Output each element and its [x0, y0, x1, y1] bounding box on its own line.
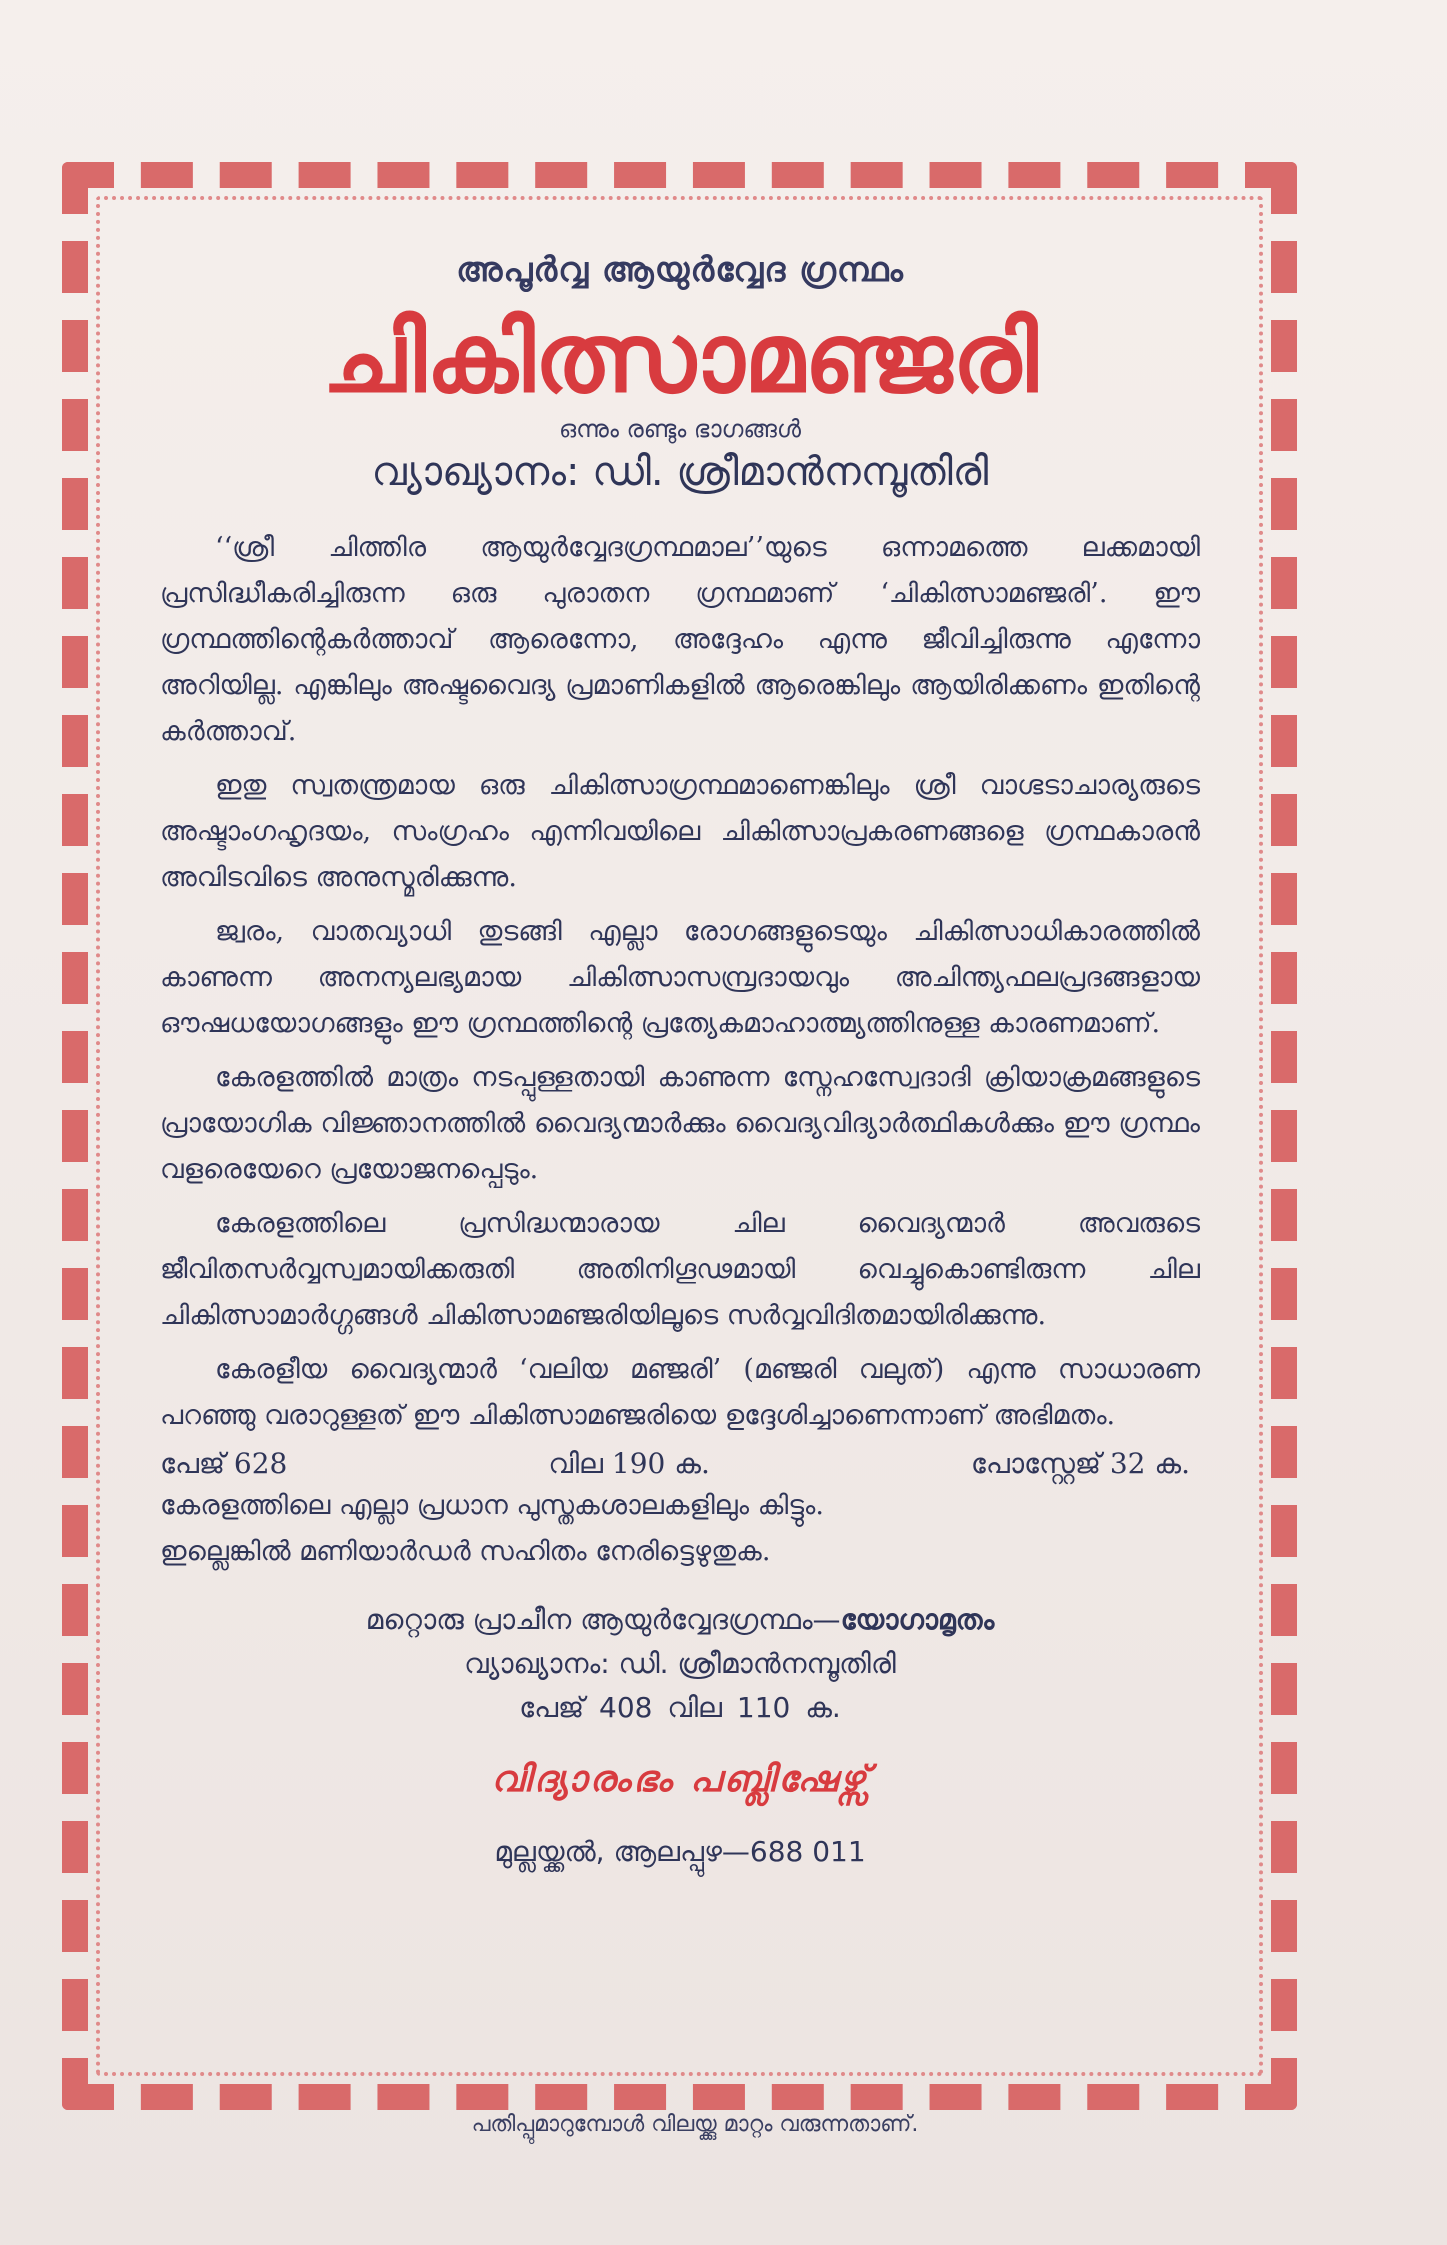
book-price: വില 190 ക. — [548, 1446, 710, 1480]
description-paragraph: കേരളീയ വൈദ്യന്മാർ ‘വലിയ മഞ്ജരി’ (മഞ്ജരി വലുത്) എന്നു സാധാരണ പറഞ്ഞു വരാറുള്ളത് ഈ ചികിത്സാമഞ്ജരിയെ ഉദ്ദേശിച്ചാണെന്നാണ് അഭിമതം. — [160, 1353, 1200, 1431]
page-count: പേജ് 628 — [160, 1446, 288, 1480]
other-book-commentary: വ്യാഖ്യാനം: ഡി. ശ്രീമാൻനമ്പൂതിരി — [464, 1646, 896, 1680]
publisher-address: മുല്ലയ്ക്കൽ, ആലപ്പുഴ—688 011 — [494, 1834, 866, 1868]
description-paragraph: ജ്വരം, വാതവ്യാധി തുടങ്ങി എല്ലാ രോഗങ്ങളുടെയും ചികിത്സാധികാരത്തിൽ കാണുന്ന അനന്യലഭ്യമായ ചികിത്സാസമ്പ്രദായവും അചിന്ത്യഫലപ്രദങ്ങളായ ഔഷധയോഗങ്ങളും ഈ ഗ്രന്ഥത്തിന്റെ പ്രത്യേകമാഹാത്മ്യത്തിനുള്ള കാരണമാണ്. — [160, 915, 1200, 1039]
book-subtitle: അപൂർവ്വ ആയുർവ്വേദ ഗ്രന്ഥം — [456, 250, 904, 290]
other-book-price: പേജ് 408 വില 110 ക. — [519, 1690, 841, 1724]
availability-text: കേരളത്തിലെ എല്ലാ പ്രധാന പുസ്തകശാലകളിലും കിട്ടും. — [160, 1489, 824, 1521]
publisher-name: വിദ്യാരംഭം പബ്ലിഷേഴ്സ് — [491, 1758, 869, 1800]
postage: പോസ്റ്റേജ് 32 ക. — [970, 1446, 1190, 1480]
book-parts: ഒന്നും രണ്ടും ഭാഗങ്ങൾ — [559, 414, 801, 443]
description-paragraph: ‘‘ശ്രീ ചിത്തിര ആയുർവ്വേദഗ്രന്ഥമാല’’യുടെ ഒന്നാമത്തെ ലക്കമായി പ്രസിദ്ധീകരിച്ചിരുന്ന ഒരു പുരാതന ഗ്രന്ഥമാണ് ‘ചികിത്സാമഞ്ജരി’. ഈ ഗ്രന്ഥത്തിന്റെകർത്താവ് ആരെന്നോ, അദ്ദേഹം എന്നു ജീവിച്ചിരുന്നു എന്നോ അറിയില്ല. എങ്കിലും അഷ്ടവൈദ്യ പ്രമാണികളിൽ ആരെങ്കിലും ആയിരിക്കണം ഇതിന്റെ കർത്താവ്. — [160, 531, 1200, 747]
commentary-author: വ്യാഖ്യാനം: ഡി. ശ്രീമാൻനമ്പൂതിരി — [371, 448, 989, 495]
description-paragraph: കേരളത്തിലെ പ്രസിദ്ധന്മാരായ ചില വൈദ്യന്മാർ അവരുടെ ജീവിതസർവ്വസ്വമായിക്കരുതി അതിനിഗൂഢമായി വെച്ചുകൊണ്ടിരുന്ന ചില ചികിത്സാമാർഗ്ഗങ്ങൾ ചികിത്സാമഞ്ജരിയിലൂടെ സർവ്വവിദിതമായിരിക്കുന്നു. — [160, 1207, 1200, 1331]
other-book-line — [160, 1603, 1200, 1637]
price-row — [160, 1447, 1200, 1481]
footer-note: പതിപ്പുമാറുമ്പോൾ വിലയ്ക്കു മാറ്റം വരുന്നതാണ്. — [471, 2112, 919, 2137]
other-book-name: യോഗാമൃതം — [840, 1602, 995, 1636]
description-paragraph: ഇതു സ്വതന്ത്രമായ ഒരു ചികിത്സാഗ്രന്ഥമാണെങ്കിലും ശ്രീ വാഗ്ഭടാചാര്യരുടെ അഷ്ടാംഗഹൃദയം, സംഗ്രഹം എന്നിവയിലെ ചികിത്സാപ്രകരണങ്ങളെ ഗ്രന്ഥകാരൻ അവിടവിടെ അനുസ്മരിക്കുന്നു. — [160, 769, 1200, 893]
description-paragraph: കേരളത്തിൽ മാത്രം നടപ്പുള്ളതായി കാണുന്ന സ്നേഹസ്വേദാദി ക്രിയാക്രമങ്ങളുടെ പ്രായോഗിക വിജ്ഞാനത്തിൽ വൈദ്യന്മാർക്കും വൈദ്യവിദ്യാർത്ഥികൾക്കും ഈ ഗ്രന്ഥം വളരെയേറെ പ്രയോജനപ്പെടും. — [160, 1061, 1200, 1185]
other-book-intro: മറ്റൊരു പ്രാചീന ആയുർവ്വേദഗ്രന്ഥം— — [365, 1602, 841, 1636]
cover-content — [160, 250, 1200, 1869]
book-title: ചികിത്സാമഞ്ജരി — [322, 302, 1038, 414]
order-text: ഇല്ലെങ്കിൽ മണിയാർഡർ സഹിതം നേരിട്ടെഴുതുക. — [160, 1535, 771, 1567]
